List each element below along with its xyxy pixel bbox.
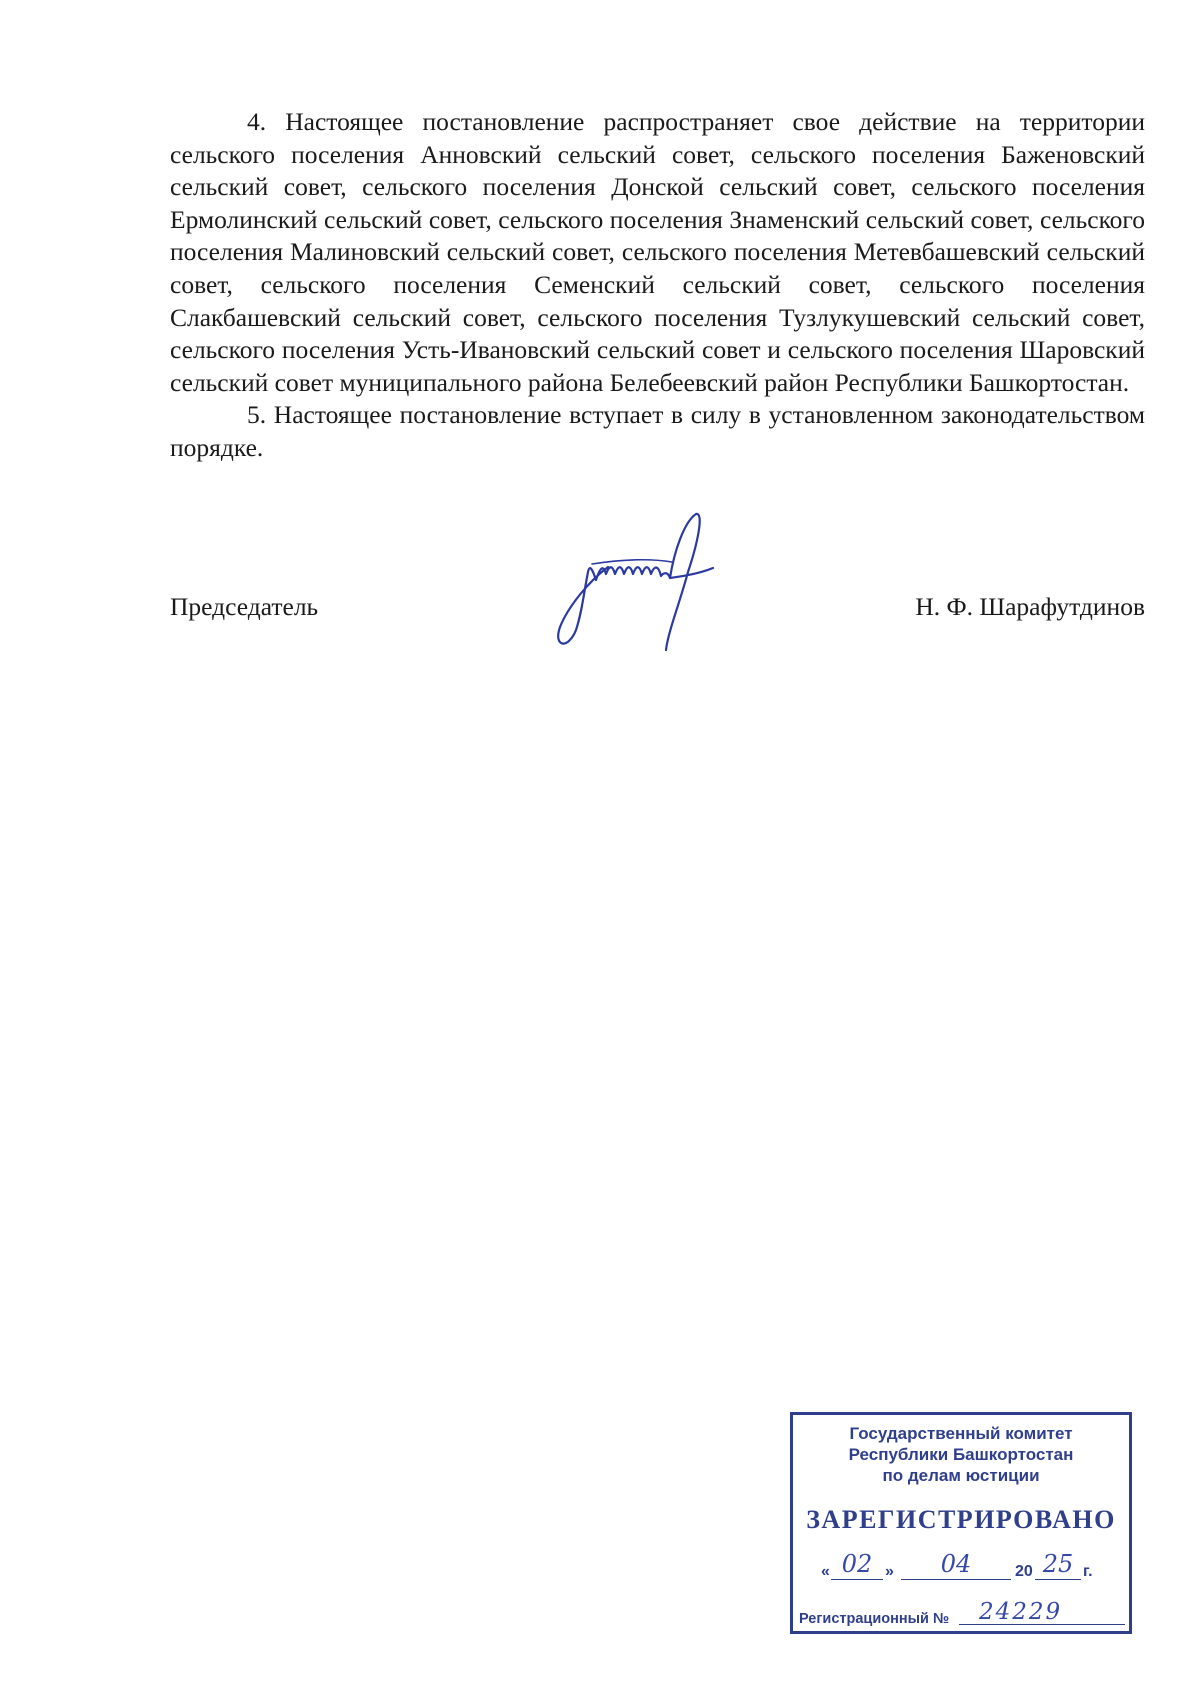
- stamp-day: 02: [831, 1551, 883, 1580]
- signatory-name: Н. Ф. Шарафутдинов: [915, 592, 1145, 621]
- registration-stamp: [790, 1412, 1132, 1634]
- paragraph-5: 5. Настоящее постановление вступает в силу в установленном законодательством порядке.: [170, 400, 1145, 462]
- stamp-org-line: по делам юстиции: [882, 1466, 1040, 1485]
- stamp-year-suffix: 25: [1035, 1551, 1081, 1580]
- stamp-organization: [793, 1423, 1129, 1486]
- document-body: [170, 106, 1145, 465]
- stamp-month: 04: [901, 1551, 1011, 1580]
- stamp-status: ЗАРЕГИСТРИРОВАНО: [806, 1505, 1116, 1534]
- stamp-date: [821, 1551, 1121, 1585]
- stamp-reg-label: Регистрационный №: [799, 1611, 950, 1627]
- stamp-close-quote: »: [885, 1563, 894, 1580]
- stamp-open-quote: «: [821, 1563, 830, 1580]
- stamp-org-line: Республики Башкортостан: [848, 1445, 1074, 1464]
- stamp-org-line: Государственный комитет: [849, 1424, 1073, 1443]
- stamp-registration: [799, 1601, 1125, 1631]
- handwritten-signature: [548, 512, 723, 652]
- paragraph-4: 4. Настоящее постановление распространяет свое действие на территории сельского поселения Анновский сельский совет, сельского поселения Баженовский сельский совет, сельского поселения Донской сельский совет, сельского поселения Ермолинский сельский совет, сельского поселения Знаменский сельский совет, сельского поселения Малиновский сельский совет, сельского поселения Метевбашевский сельский совет, сельского поселения Семенский сельский совет, сельского поселения Слакбашевский сельский совет, сельского поселения Тузлукушевский сельский совет, сельского поселения Усть-Ивановский сельский совет и сельского поселения Шаровский сельский совет муниципального района Белебеевский район Республики Башкортостан.: [170, 107, 1145, 397]
- stamp-year-unit: г.: [1083, 1563, 1093, 1580]
- stamp-reg-number: 24229: [959, 1601, 1125, 1625]
- stamp-year-prefix: 20: [1015, 1563, 1033, 1580]
- signatory-role: Председатель: [170, 592, 319, 621]
